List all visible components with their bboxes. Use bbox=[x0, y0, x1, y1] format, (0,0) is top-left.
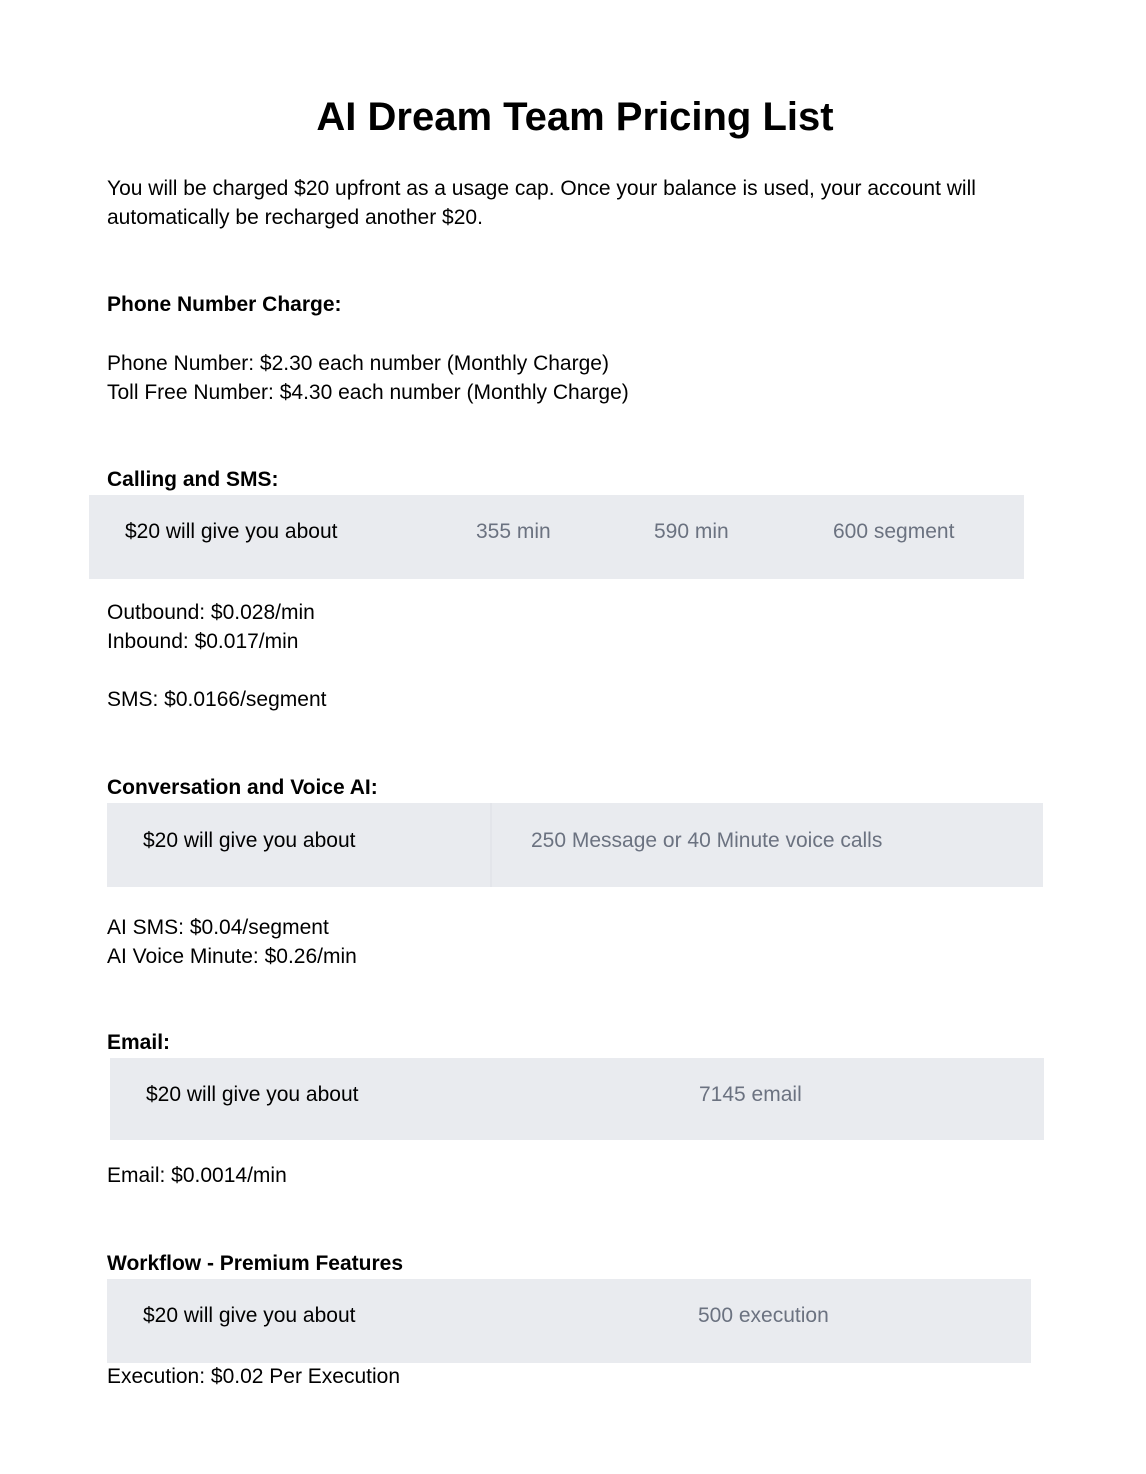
workflow-band-label: $20 will give you about bbox=[143, 1304, 356, 1327]
email-estimate-band bbox=[110, 1058, 1044, 1140]
workflow-estimate-band bbox=[107, 1279, 1031, 1363]
inbound-price: Inbound: $0.017/min bbox=[107, 630, 299, 653]
email-band-label: $20 will give you about bbox=[146, 1083, 359, 1106]
ai-sms-price: AI SMS: $0.04/segment bbox=[107, 916, 329, 939]
execution-price: Execution: $0.02 Per Execution bbox=[107, 1365, 401, 1388]
workflow-amount-value: 500 execution bbox=[698, 1304, 829, 1327]
email-price: Email: $0.0014/min bbox=[107, 1164, 287, 1187]
intro-paragraph: You will be charged $20 upfront as a usage cap. Once your balance is used, your account will automatically be recharged another $20. bbox=[107, 177, 976, 229]
conversation-amount-value: 250 Message or 40 Minute voice calls bbox=[531, 829, 883, 852]
workflow-heading: Workflow - Premium Features bbox=[107, 1252, 404, 1275]
outbound-minutes-value: 355 min bbox=[476, 520, 551, 543]
phone-heading: Phone Number Charge: bbox=[107, 293, 342, 316]
calling-heading: Calling and SMS: bbox=[107, 468, 279, 491]
sms-segments-value: 600 segment bbox=[833, 520, 955, 543]
conversation-estimate-band bbox=[107, 803, 1043, 887]
toll-free-price: Toll Free Number: $4.30 each number (Monthly Charge) bbox=[107, 381, 629, 404]
email-heading: Email: bbox=[107, 1031, 171, 1054]
email-amount-value: 7145 email bbox=[699, 1083, 802, 1106]
phone-number-price: Phone Number: $2.30 each number (Monthly Charge) bbox=[107, 352, 609, 375]
ai-voice-price: AI Voice Minute: $0.26/min bbox=[107, 945, 357, 968]
outbound-price: Outbound: $0.028/min bbox=[107, 601, 315, 624]
calling-estimate-band bbox=[89, 495, 1024, 579]
conversation-band-label: $20 will give you about bbox=[143, 829, 356, 852]
band-column-divider bbox=[490, 803, 492, 887]
calling-band-label: $20 will give you about bbox=[125, 520, 338, 543]
inbound-minutes-value: 590 min bbox=[654, 520, 729, 543]
conversation-heading: Conversation and Voice AI: bbox=[107, 776, 378, 799]
page-title: AI Dream Team Pricing List bbox=[316, 95, 834, 139]
sms-price: SMS: $0.0166/segment bbox=[107, 688, 327, 711]
